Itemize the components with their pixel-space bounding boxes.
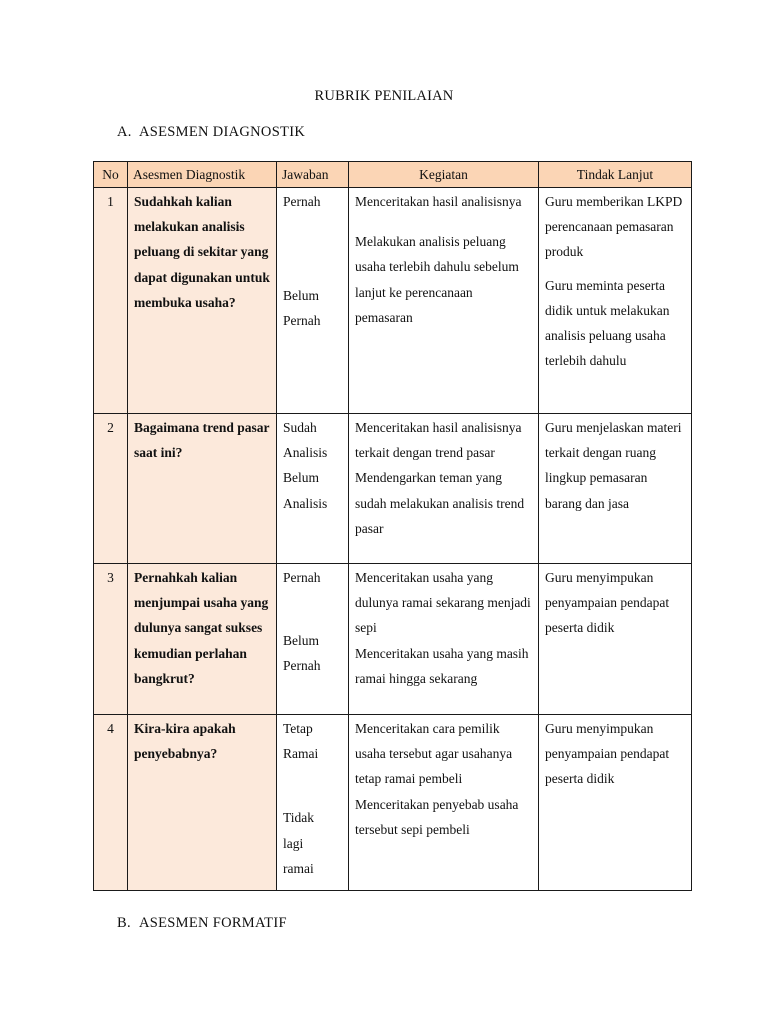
- diagnostic-rubric-table: [93, 161, 692, 891]
- activity-cell: [349, 188, 539, 414]
- followup-text: Guru menjelaskan materi terkait dengan ruang lingkup pemasaran barang dan jasa: [545, 420, 682, 511]
- answer-cell: [277, 188, 349, 414]
- header-kegiatan: Kegiatan: [349, 162, 539, 188]
- answer-text: Pernah: [283, 570, 321, 585]
- section-a-heading: [117, 124, 305, 141]
- section-b-heading: [117, 915, 287, 932]
- activity-cell: [349, 715, 539, 891]
- question-cell: Sudahkah kalian melakukan analisis peluang di sekitar yang dapat digunakan untuk membuka usaha?: [128, 188, 277, 414]
- answer-text: Belum Pernah: [283, 633, 321, 674]
- activity-text: Menceritakan usaha yang dulunya ramai sekarang menjadi sepi: [355, 570, 531, 636]
- followup-cell: [539, 564, 692, 715]
- answer-cell: [277, 715, 349, 891]
- answer-text: Belum Analisis: [283, 470, 328, 511]
- table-row: [94, 414, 692, 564]
- activity-text: Melakukan analisis peluang usaha terlebih dahulu sebelum lanjut ke perencanaan pemasaran: [355, 234, 519, 325]
- activity-text: Menceritakan cara pemilik usaha tersebut agar usahanya tetap ramai pembeli: [355, 721, 513, 787]
- answer-text: Pernah: [283, 194, 321, 209]
- header-asesmen: Asesmen Diagnostik: [128, 162, 277, 188]
- table-row: [94, 188, 692, 414]
- activity-text: Menceritakan hasil analisisnya terkait dengan trend pasar: [355, 420, 522, 461]
- question-cell: Bagaimana trend pasar saat ini?: [128, 414, 277, 564]
- activity-text: Menceritakan penyebab usaha tersebut sepi pembeli: [355, 796, 519, 837]
- followup-cell: [539, 188, 692, 414]
- row-number: 1: [94, 188, 128, 414]
- question-cell: Kira-kira apakah penyebabnya?: [128, 715, 277, 891]
- answer-text: Belum Pernah: [283, 288, 321, 329]
- row-number: 2: [94, 414, 128, 564]
- activity-cell: [349, 564, 539, 715]
- section-b-label: ASESMEN FORMATIF: [139, 915, 287, 931]
- followup-cell: [539, 715, 692, 891]
- question-cell: Pernahkah kalian menjumpai usaha yang dulunya sangat sukses kemudian perlahan bangkrut?: [128, 564, 277, 715]
- followup-text: Guru menyimpukan penyampaian pendapat peserta didik: [545, 721, 670, 787]
- followup-text: Guru meminta peserta didik untuk melakukan analisis peluang usaha terlebih dahulu: [545, 277, 670, 369]
- header-tindak-lanjut: Tindak Lanjut: [539, 162, 692, 188]
- activity-cell: [349, 414, 539, 564]
- followup-text: Guru memberikan LKPD perencanaan pemasaran produk: [545, 194, 683, 260]
- answer-text: Sudah Analisis: [283, 420, 328, 461]
- section-a-label: ASESMEN DIAGNOSTIK: [139, 124, 306, 140]
- answer-text: Tetap Ramai: [283, 721, 319, 762]
- section-b-letter: B.: [117, 915, 131, 931]
- table-header-row: [94, 162, 692, 188]
- followup-text: Guru menyimpukan penyampaian pendapat peserta didik: [545, 570, 670, 636]
- row-number: 3: [94, 564, 128, 715]
- activity-text: Menceritakan hasil analisisnya: [355, 194, 522, 209]
- row-number: 4: [94, 715, 128, 891]
- section-a-letter: A.: [117, 124, 132, 140]
- answer-cell: [277, 414, 349, 564]
- table-row: [94, 564, 692, 715]
- followup-cell: [539, 414, 692, 564]
- answer-cell: [277, 564, 349, 715]
- table-row: [94, 715, 692, 891]
- page-title: RUBRIK PENILAIAN: [314, 88, 454, 104]
- activity-text: Menceritakan usaha yang masih ramai hingga sekarang: [355, 645, 529, 686]
- header-no: No: [94, 162, 128, 188]
- activity-text: Mendengarkan teman yang sudah melakukan analisis trend pasar: [355, 470, 525, 536]
- header-jawaban: Jawaban: [277, 162, 349, 188]
- answer-text: Tidak lagi ramai: [283, 810, 315, 876]
